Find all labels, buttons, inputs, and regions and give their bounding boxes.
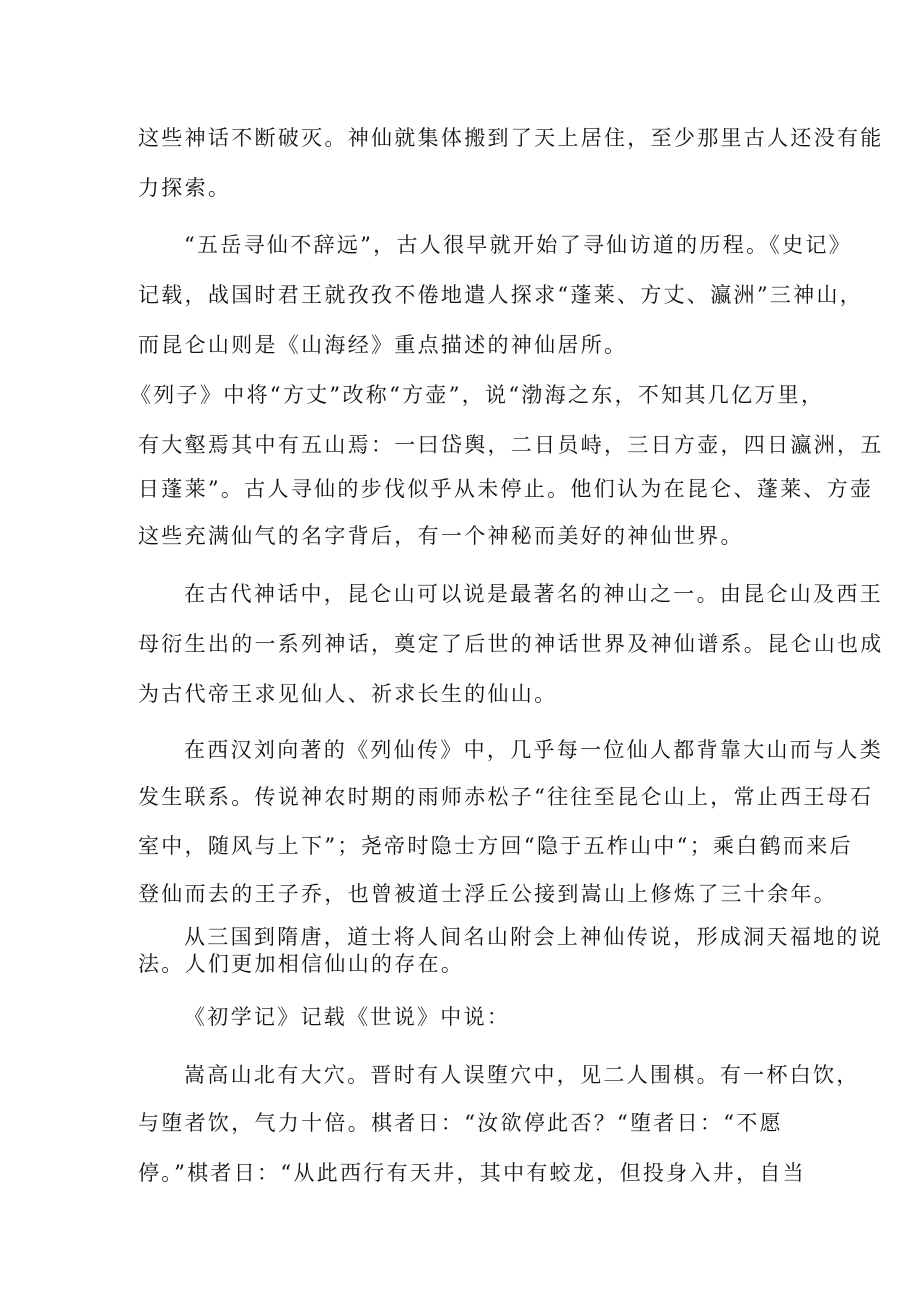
text-line: 停。”棋者日：“从此西行有天井，其中有蛟龙，但投身入井，自当 [138, 1161, 806, 1185]
text-line: 发生联系。传说神农时期的雨师赤松子“往往至昆仑山上，常止西王母石 [138, 785, 874, 809]
text-line: 这些充满仙气的名字背后，有一个神秘而美好的神仙世界。 [138, 524, 744, 548]
text-line: 室中，随风与上下”；尧帝时隐士方回“隐于五柞山中“；乘白鹤而来后 [138, 834, 853, 858]
text-line: 记载，战国时君王就孜孜不倦地遣人探求“蓬莱、方丈、瀛洲”三神山， [138, 283, 864, 307]
text-line: 为古代帝王求见仙人、祈求长生的仙山。 [138, 682, 558, 706]
text-line: 有大壑焉其中有五山焉：一曰岱舆，二日员峙，三日方壶，四日瀛洲，五 [138, 433, 884, 457]
text-line: 母衍生出的一系列神话，奠定了后世的神话世界及神仙谱系。昆仑山也成 [138, 632, 884, 656]
text-line: “五岳寻仙不辞远”，古人很早就开始了寻仙访道的历程。《史记》 [184, 233, 852, 257]
text-line: 这些神话不断破灭。神仙就集体搬到了天上居住，至少那里古人还没有能 [138, 126, 884, 150]
text-line: 力探索。 [138, 176, 232, 200]
text-line: 从三国到隋唐，道士将人间名山附会上神仙传说，形成洞天福地的说 [184, 925, 883, 949]
text-line: 在古代神话中，昆仑山可以说是最著名的神山之一。由昆仑山及西王 [184, 582, 883, 606]
text-line: 而昆仑山则是《山海经》重点描述的神仙居所。 [138, 333, 628, 357]
text-line: 法。人们更加相信仙山的存在。 [138, 952, 465, 976]
text-line: 《初学记》记载《世说》中说： [184, 1005, 511, 1029]
text-line: 日蓬莱”。古人寻仙的步伐似乎从未停止。他们认为在昆仑、蓬莱、方壶 [138, 477, 874, 501]
text-line: 登仙而去的王子乔，也曾被道士浮丘公接到嵩山上修炼了三十余年。 [138, 882, 837, 906]
text-line: 在西汉刘向著的《列仙传》中，几乎每一位仙人都背靠大山而与人类 [184, 738, 883, 762]
text-line: 嵩高山北有大穴。晋时有人误堕穴中，见二人围棋。有一杯白饮， [184, 1063, 860, 1087]
text-line: 与堕者饮，气力十倍。棋者日：“汝欲停此否？“堕者日：“不愿 [138, 1111, 783, 1135]
text-line: 《列子》中将“方丈”改称“方壶”，说“渤海之东，不知其几亿万里， [130, 383, 825, 407]
